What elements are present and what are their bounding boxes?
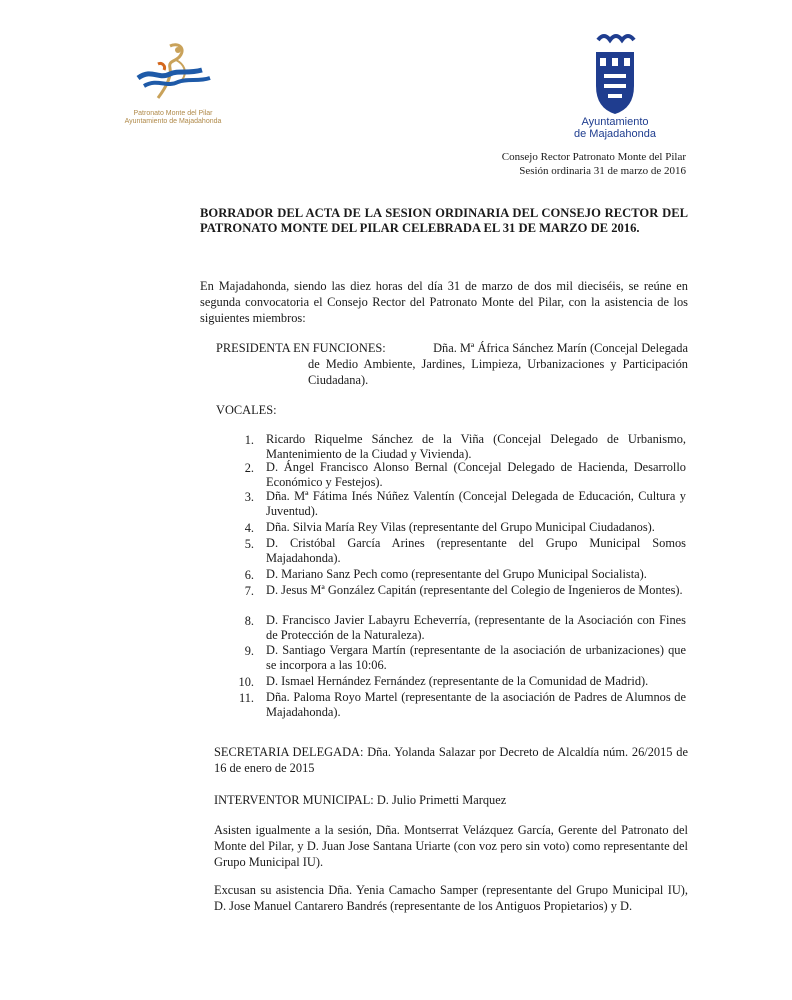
list-item-text: Ricardo Riquelme Sánchez de la Viña (Concejal Delegado de Urbanismo, Mantenimiento de la Ciudad y Vivienda). (266, 432, 686, 461)
patronato-logo (118, 38, 228, 128)
session-date: Sesión ordinaria 31 de marzo de 2016 (519, 165, 686, 177)
secretaria-paragraph: SECRETARIA DELEGADA: Dña. Yolanda Salazar por Decreto de Alcaldía núm. 26/2015 de 16 de enero de 2015 (214, 745, 688, 775)
list-item-text: D. Cristóbal García Arines (representante del Grupo Municipal Somos Majadahonda). (266, 536, 686, 565)
session-header (400, 150, 686, 178)
list-item-text: D. Ismael Hernández Fernández (representante de la Comunidad de Madrid). (266, 674, 649, 688)
intro-paragraph: En Majadahonda, siendo las diez horas del día 31 de marzo de dos mil dieciséis, se reúne en segunda convocatoria el Consejo Rector del Patronato Monte del Pilar, con la asistencia de los siguientes miembros: (200, 279, 688, 325)
list-item-number: 11. (238, 691, 254, 705)
list-item-text: D. Ángel Francisco Alonso Bernal (Concejal Delegado de Hacienda, Desarrollo Económico y Festejos). (266, 460, 686, 489)
list-item-number: 1. (244, 433, 254, 447)
presidenta-block (216, 340, 688, 388)
asisten-paragraph: Asisten igualmente a la sesión, Dña. Montserrat Velázquez García, Gerente del Patronato del Monte del Pilar, y D. Juan Jose Santana Uriarte (con voz pero sin voto) como representante del Grupo Municipal IU). (214, 823, 688, 869)
list-item-number: 6. (244, 568, 254, 582)
list-item-text: D. Francisco Javier Labayru Echeverría, (representante de la Asociación con Fines de Protección de la Naturaleza). (266, 613, 686, 642)
list-item-number: 4. (244, 521, 254, 535)
list-item-number: 7. (244, 584, 254, 598)
list-item-text: Dña. Silvia María Rey Vilas (representante del Grupo Municipal Ciudadanos). (266, 520, 655, 534)
list-item-number: 8. (244, 614, 254, 628)
presidenta-detail: de Medio Ambiente, Jardines, Limpieza, Urbanizaciones y Participación Ciudadana). (308, 357, 688, 387)
patronato-logo-text: Patronato Monte del Pilar (133, 110, 213, 117)
ayuntamiento-logo (560, 30, 670, 145)
excusan-paragraph: Excusan su asistencia Dña. Yenia Camacho Samper (representante del Grupo Municipal IU), D. Jose Manuel Cantarero Bandrés (representante de los Antiguos Propietarios) y D. (214, 883, 688, 913)
presidenta-label: PRESIDENTA EN FUNCIONES: (216, 341, 386, 355)
ayuntamiento-logo-text: Ayuntamiento (581, 116, 649, 128)
vocales-list (228, 432, 688, 722)
list-item-text: Dña. Mª Fátima Inés Núñez Valentín (Concejal Delegada de Educación, Cultura y Juventud). (266, 489, 686, 518)
vocales-label: VOCALES: (216, 403, 277, 417)
council-name: Consejo Rector Patronato Monte del Pilar (501, 151, 686, 163)
ayuntamiento-logo-subtext: de Majadahonda (574, 128, 656, 140)
patronato-logo-subtext: Ayuntamiento de Majadahonda (124, 118, 222, 125)
patronato-emblem-icon (118, 38, 228, 108)
list-item-number: 5. (244, 537, 254, 551)
list-item-text: D. Santiago Vergara Martín (representante de la asociación de urbanizaciones) que se incorpora a las 10:06. (266, 643, 686, 672)
list-item-number: 10. (238, 675, 254, 689)
document-title: BORRADOR DEL ACTA DE LA SESION ORDINARIA DEL CONSEJO RECTOR DEL PATRONATO MONTE DEL PILAR CELEBRADA EL 31 DE MARZO DE 2016. (200, 206, 688, 235)
presidenta-name: Dña. Mª África Sánchez Marín (Concejal Delegada (433, 341, 688, 355)
list-item-text: Dña. Paloma Royo Martel (representante de la asociación de Padres de Alumnos de Majadahonda). (266, 690, 686, 719)
list-item-number: 3. (244, 490, 254, 504)
ayuntamiento-shield-icon (560, 30, 670, 116)
list-item-text: D. Mariano Sanz Pech como (representante del Grupo Municipal Socialista). (266, 567, 647, 581)
list-item-text: D. Jesus Mª González Capitán (representante del Colegio de Ingenieros de Montes). (266, 583, 683, 597)
list-item-number: 9. (244, 644, 254, 658)
interventor-paragraph: INTERVENTOR MUNICIPAL: D. Julio Primetti Marquez (214, 793, 507, 807)
list-item-number: 2. (244, 461, 254, 475)
